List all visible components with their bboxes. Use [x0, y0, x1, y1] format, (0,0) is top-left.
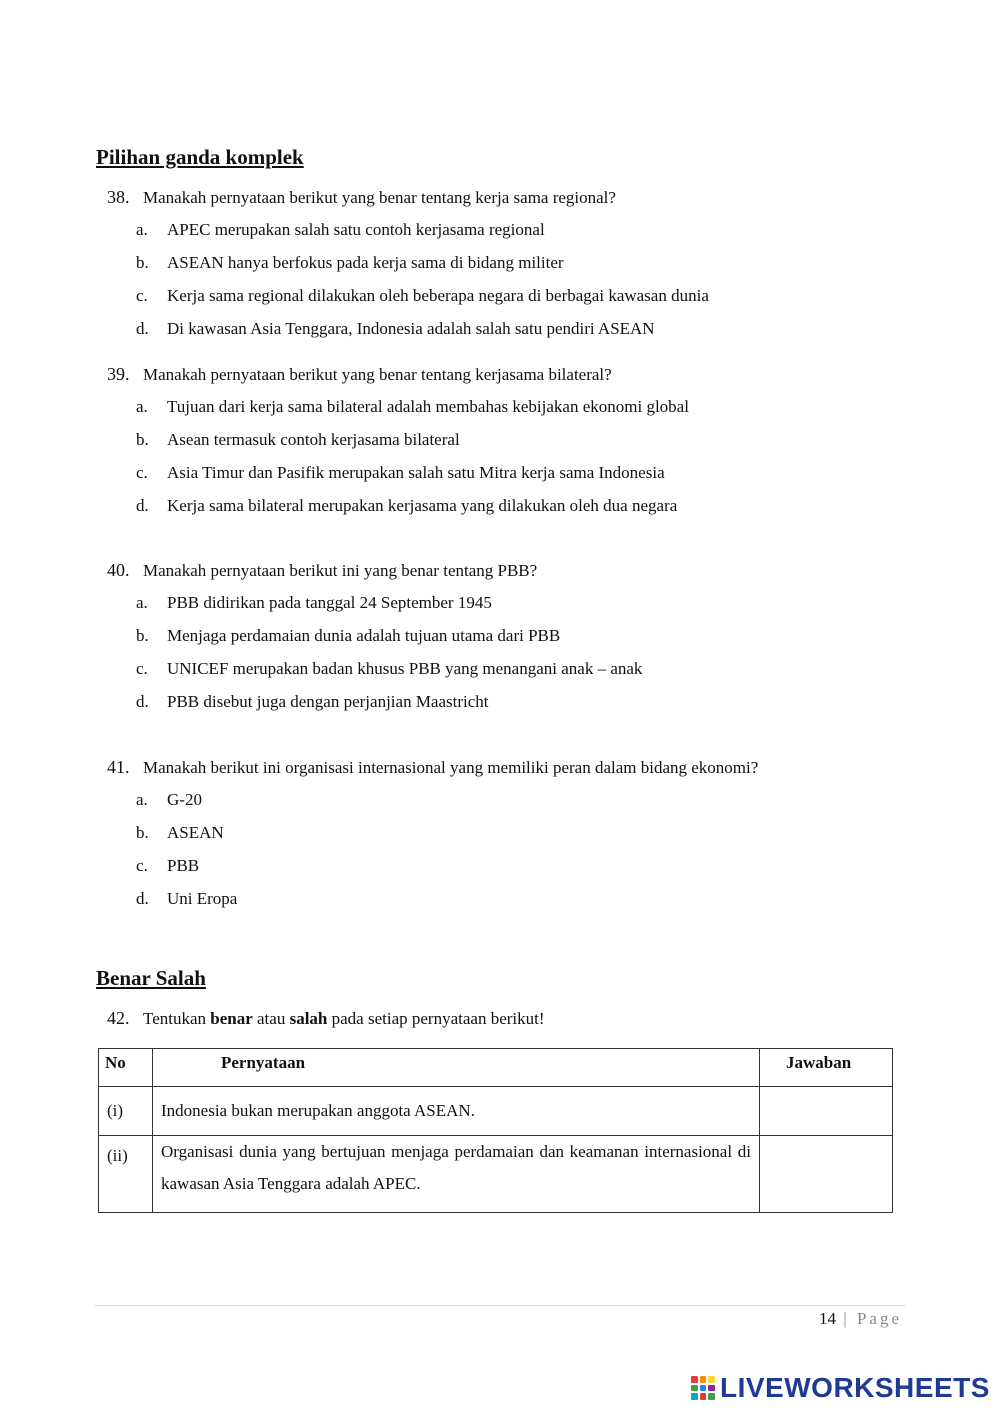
section-title-benar-salah: Benar Salah: [96, 966, 206, 990]
question-stem: 42. Tentukan benar atau salah pada setiap pernyataan berikut!: [107, 1008, 545, 1028]
question-number: 41.: [107, 757, 130, 777]
row-statement: Indonesia bukan merupakan anggota ASEAN.: [153, 1087, 760, 1136]
option-d: d. Uni Eropa: [136, 889, 238, 908]
option-text: Di kawasan Asia Tenggara, Indonesia adalah salah satu pendiri ASEAN: [167, 319, 655, 338]
option-d: d. Kerja sama bilateral merupakan kerjasama yang dilakukan oleh dua negara: [136, 496, 678, 515]
option-text: Uni Eropa: [167, 889, 238, 908]
table-row: [99, 1136, 893, 1213]
question-stem: [107, 186, 939, 209]
answer-cell[interactable]: [760, 1087, 893, 1136]
page-number-value: 14: [819, 1309, 837, 1328]
option-a: a. APEC merupakan salah satu contoh kerjasama regional: [136, 220, 545, 239]
option-text: ASEAN: [167, 823, 224, 842]
option-b: b. ASEAN hanya berfokus pada kerja sama di bidang militer: [136, 253, 564, 272]
option-a: a. PBB didirikan pada tanggal 24 September 1945: [136, 593, 492, 612]
option-text: PBB: [167, 856, 200, 875]
row-statement: Organisasi dunia yang bertujuan menjaga perdamaian dan keamanan internasional di kawasan Asia Tenggara adalah APEC.: [153, 1136, 760, 1213]
question-number: 40.: [107, 560, 130, 580]
option-b: b. Asean termasuk contoh kerjasama bilateral: [136, 430, 460, 449]
question-39: [107, 363, 939, 522]
page-number: 14 | Page: [819, 1309, 902, 1328]
header-no: No: [99, 1049, 153, 1087]
question-number: 39.: [107, 364, 130, 384]
option-text: UNICEF merupakan badan khusus PBB yang menangani anak – anak: [167, 659, 643, 678]
option-b: b. Menjaga perdamaian dunia adalah tujuan utama dari PBB: [136, 626, 561, 645]
option-text: Asia Timur dan Pasifik merupakan salah satu Mitra kerja sama Indonesia: [167, 463, 665, 482]
footer-divider: [94, 1305, 906, 1306]
question-number: 38.: [107, 187, 130, 207]
option-d: d. Di kawasan Asia Tenggara, Indonesia adalah salah satu pendiri ASEAN: [136, 319, 655, 338]
option-b: b. ASEAN: [136, 823, 224, 842]
logo-grid-icon: [691, 1376, 715, 1400]
option-a: a. G-20: [136, 790, 202, 809]
option-text: Kerja sama bilateral merupakan kerjasama yang dilakukan oleh dua negara: [167, 496, 678, 515]
row-no: (i): [99, 1087, 153, 1136]
liveworksheets-logo: [691, 1370, 990, 1406]
question-number: 42.: [107, 1008, 130, 1028]
question-stem: [107, 756, 939, 779]
question-text: Manakah pernyataan berikut ini yang benar tentang PBB?: [143, 561, 538, 580]
option-text: Tujuan dari kerja sama bilateral adalah membahas kebijakan ekonomi global: [167, 397, 689, 416]
header-pernyataan: Pernyataan: [153, 1049, 760, 1087]
header-jawaban: Jawaban: [760, 1049, 893, 1087]
question-42: [107, 1007, 939, 1030]
answer-cell[interactable]: [760, 1136, 893, 1213]
row-no: (ii): [99, 1136, 153, 1213]
option-text: PBB disebut juga dengan perjanjian Maastricht: [167, 692, 489, 711]
option-text: Asean termasuk contoh kerjasama bilateral: [167, 430, 460, 449]
question-text: Manakah pernyataan berikut yang benar tentang kerjasama bilateral?: [143, 365, 612, 384]
option-text: ASEAN hanya berfokus pada kerja sama di bidang militer: [167, 253, 564, 272]
option-text: PBB didirikan pada tanggal 24 September 1945: [167, 593, 492, 612]
page-word: Page: [856, 1309, 902, 1328]
option-c: c. Asia Timur dan Pasifik merupakan salah satu Mitra kerja sama Indonesia: [136, 463, 665, 482]
option-c: c. PBB: [136, 856, 200, 875]
option-text: APEC merupakan salah satu contoh kerjasama regional: [167, 220, 545, 239]
question-40: [107, 559, 939, 718]
option-text: Kerja sama regional dilakukan oleh beberapa negara di berbagai kawasan dunia: [167, 286, 709, 305]
bold-benar: benar: [210, 1009, 253, 1028]
table-row: [99, 1087, 893, 1136]
benar-salah-table: [98, 1048, 893, 1213]
question-text: Manakah pernyataan berikut yang benar tentang kerja sama regional?: [143, 188, 616, 207]
option-a: a. Tujuan dari kerja sama bilateral adalah membahas kebijakan ekonomi global: [136, 397, 689, 416]
question-41: [107, 756, 939, 915]
table-header-row: [99, 1049, 893, 1087]
option-text: G-20: [167, 790, 202, 809]
question-38: [107, 186, 939, 345]
question-text: Manakah berikut ini organisasi internasional yang memiliki peran dalam bidang ekonomi?: [143, 758, 759, 777]
question-stem: [107, 363, 939, 386]
bold-salah: salah: [289, 1009, 328, 1028]
option-c: c. UNICEF merupakan badan khusus PBB yang menangani anak – anak: [136, 659, 643, 678]
option-text: Menjaga perdamaian dunia adalah tujuan utama dari PBB: [167, 626, 561, 645]
option-d: d. PBB disebut juga dengan perjanjian Maastricht: [136, 692, 489, 711]
question-stem: [107, 559, 939, 582]
option-c: c. Kerja sama regional dilakukan oleh beberapa negara di berbagai kawasan dunia: [136, 286, 709, 305]
logo-text: LIVEWORKSHEETS: [720, 1372, 990, 1403]
section-title-pilihan-ganda: Pilihan ganda komplek: [96, 145, 304, 169]
